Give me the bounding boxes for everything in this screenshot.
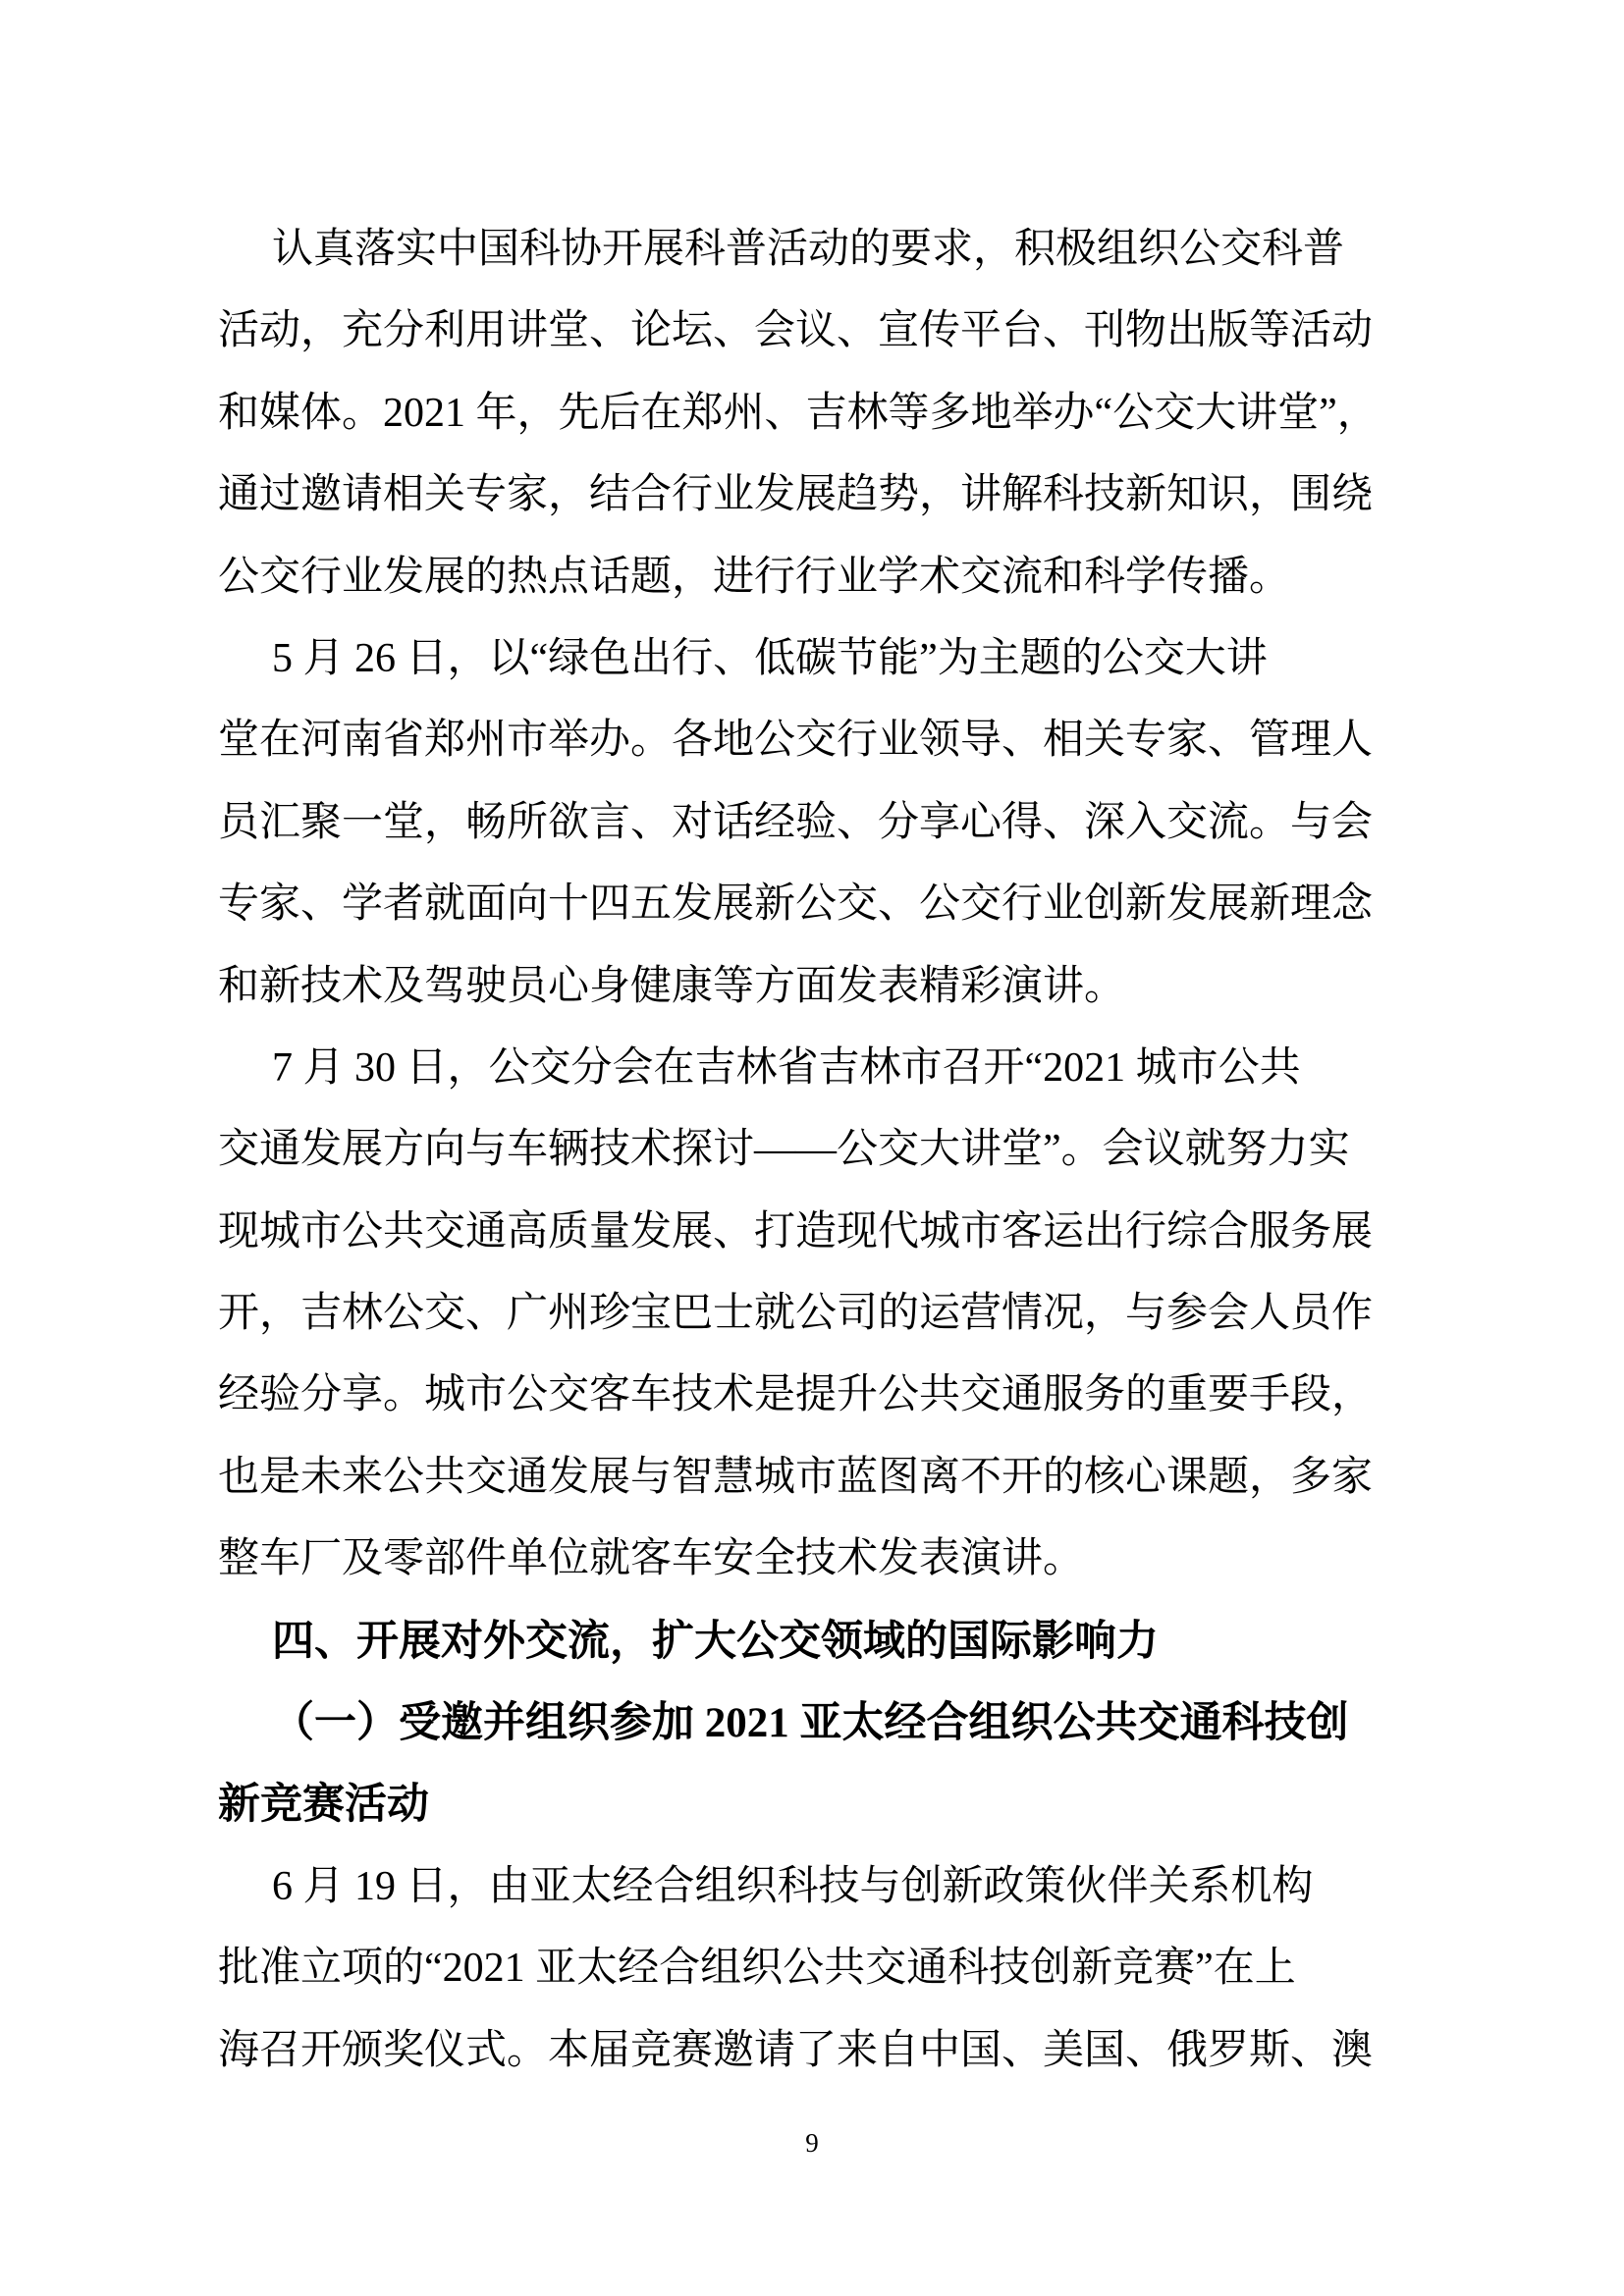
text-line: 活动，充分利用讲堂、论坛、会议、宣传平台、刊物出版等活动 bbox=[218, 308, 1374, 354]
text-line: 堂在河南省郑州市举办。各地公交行业领导、相关专家、管理人 bbox=[218, 718, 1374, 764]
text-line: 也是未来公共交通发展与智慧城市蓝图离不开的核心课题，多家 bbox=[218, 1454, 1374, 1500]
text-line: 现城市公共交通高质量发展、打造现代城市客运出行综合服务展 bbox=[218, 1208, 1374, 1255]
text-line: 海召开颁奖仪式。本届竞赛邀请了来自中国、美国、俄罗斯、澳 bbox=[218, 2027, 1374, 2073]
text-line: 公交行业发展的热点话题，进行行业学术交流和科学传播。 bbox=[218, 554, 1291, 600]
text-line: 和媒体。2021 年，先后在郑州、吉林等多地举办“公交大讲堂”， bbox=[218, 390, 1379, 436]
text-line: 开，吉林公交、广州珍宝巴士就公司的运营情况，与参会人员作 bbox=[218, 1291, 1374, 1337]
paragraph-first-line: 6 月 19 日，由亚太经合组织科技与创新政策伙伴关系机构 bbox=[272, 1863, 1314, 1909]
text-line: 交通发展方向与车辆技术探讨——公交大讲堂”。会议就努力实 bbox=[218, 1127, 1350, 1173]
text-line: 经验分享。城市公交客车技术是提升公共交通服务的重要手段， bbox=[218, 1372, 1374, 1418]
section-heading: 四、开展对外交流，扩大公交领域的国际影响力 bbox=[272, 1617, 1159, 1665]
subsection-heading-continuation: 新竞赛活动 bbox=[218, 1782, 429, 1829]
text-line: 批准立项的“2021 亚太经合组织公共交通科技创新竞赛”在上 bbox=[218, 1946, 1296, 1992]
subsection-heading: （一）受邀并组织参加 2021 亚太经合组织公共交通科技创 bbox=[272, 1700, 1349, 1747]
text-line: 整车厂及零部件单位就客车安全技术发表演讲。 bbox=[218, 1536, 1085, 1582]
paragraph-first-line: 认真落实中国科协开展科普活动的要求，积极组织公交科普 bbox=[272, 227, 1345, 272]
text-line: 通过邀请相关专家，结合行业发展趋势，讲解科技新知识，围绕 bbox=[218, 472, 1374, 518]
paragraph-first-line: 5 月 26 日，以“绿色出行、低碳节能”为主题的公交大讲 bbox=[272, 635, 1268, 681]
document-body bbox=[218, 209, 1381, 2092]
paragraph-first-line: 7 月 30 日，公交分会在吉林省吉林市召开“2021 城市公共 bbox=[272, 1044, 1301, 1091]
text-line: 员汇聚一堂，畅所欲言、对话经验、分享心得、深入交流。与会 bbox=[218, 799, 1374, 845]
page-footer bbox=[0, 2128, 1624, 2159]
text-line: 和新技术及驾驶员心身健康等方面发表精彩演讲。 bbox=[218, 963, 1126, 1009]
text-line: 专家、学者就面向十四五发展新公交、公交行业创新发展新理念 bbox=[218, 881, 1374, 928]
page-number: 9 bbox=[805, 2128, 819, 2158]
